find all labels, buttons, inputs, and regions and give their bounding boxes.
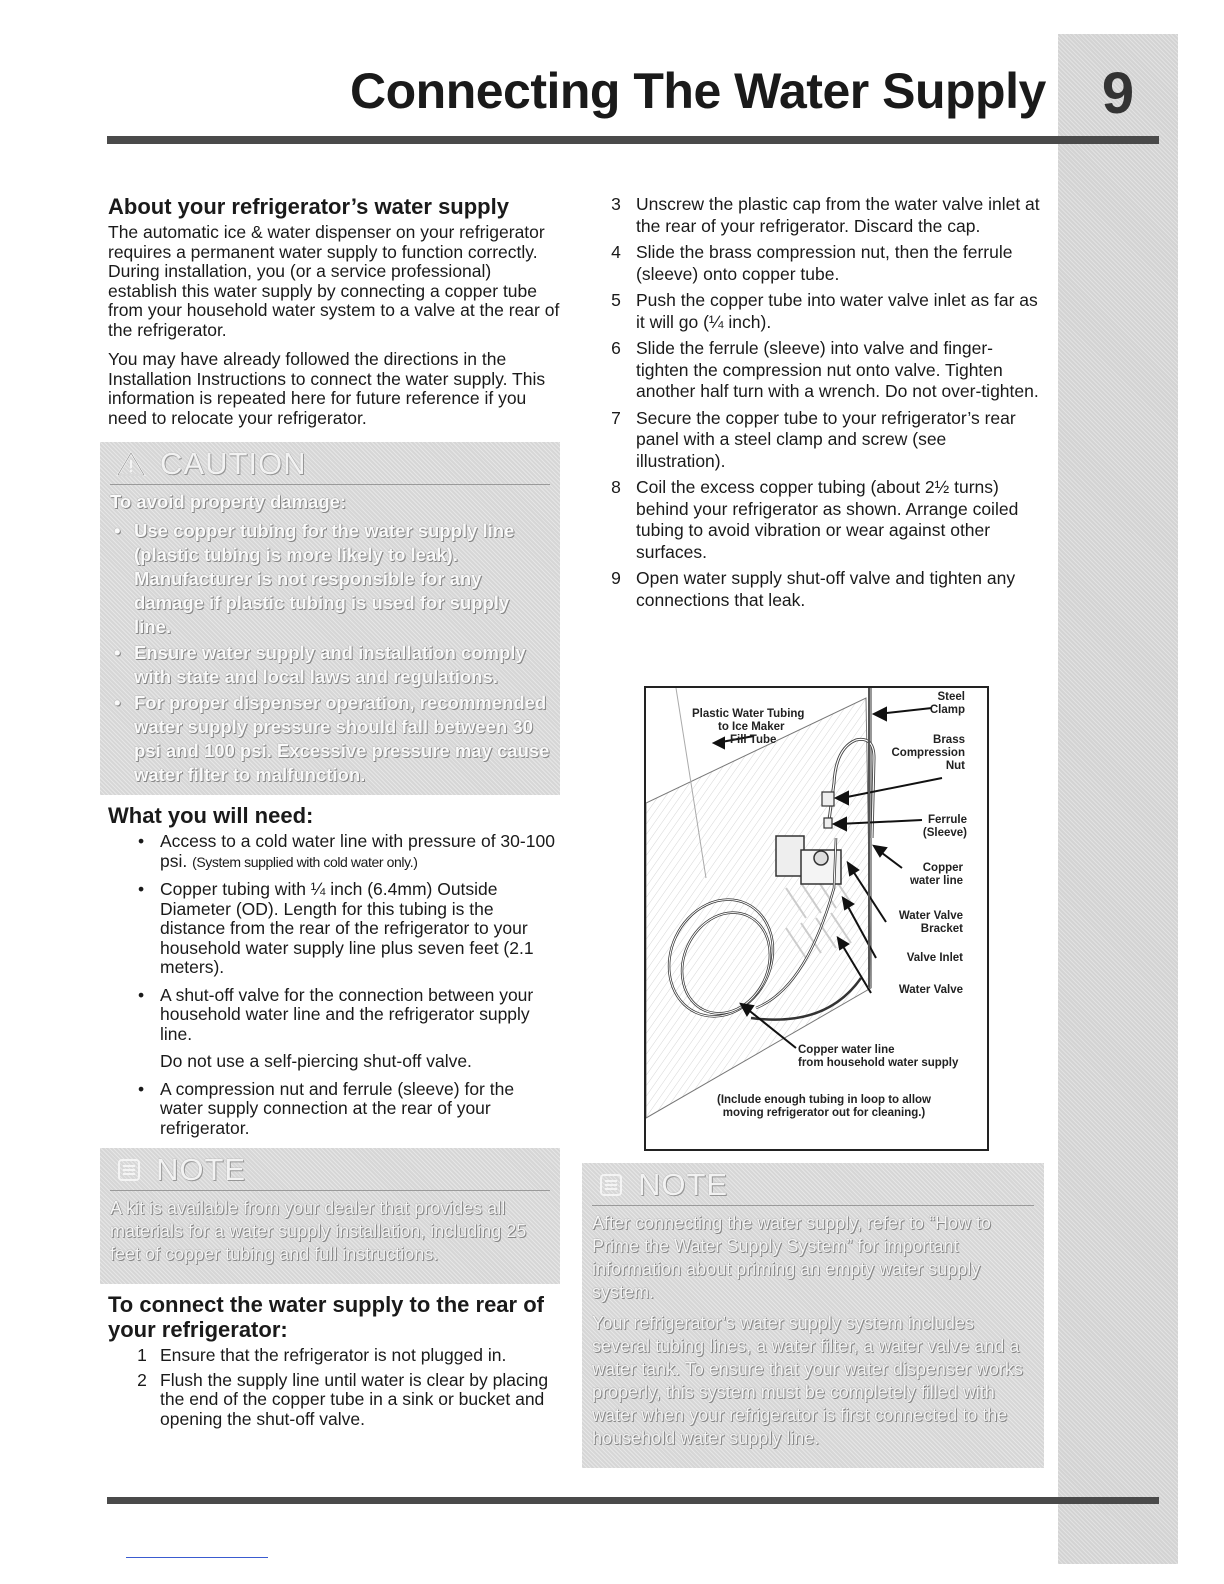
caution-box <box>100 442 560 795</box>
label-household-line-line2: from household water supply <box>798 1057 959 1069</box>
label-ferrule-line1: Ferrule <box>928 814 967 826</box>
page-number: 9 <box>1101 61 1135 126</box>
step-number: 7 <box>611 407 621 428</box>
step-number: 9 <box>611 568 621 588</box>
step-text: Flush the supply line until water is clear by placing the end of the copper tube in a sink or bucket and opening the shut-off valve. <box>160 1369 549 1429</box>
label-household-line-line1: Copper water line <box>798 1044 895 1056</box>
caution-intro: To avoid property damage: <box>110 491 347 512</box>
step-item <box>608 194 1040 237</box>
label-valve-inlet: Valve Inlet <box>906 952 963 964</box>
label-valve-bracket-line1: Water Valve <box>898 910 963 922</box>
step-text: Secure the copper tube to your refrigerator’s rear panel with a steel clamp and screw (see illustration). <box>636 407 1016 471</box>
caution-item: • For proper dispenser operation, recommended water supply pressure should fall between 30 psi and 100 psi. Excessive pressure may cause water filter to malfunction. <box>110 691 550 787</box>
step-number: 4 <box>611 242 621 262</box>
about-paragraph-2: You may have already followed the directions in the Installation Instructions to connect the water supply. This information is repeated here for future reference if you need to relocate your refrigerator. <box>108 349 546 428</box>
step-text: Slide the ferrule (sleeve) into valve and finger-tighten the compression nut onto valve. Tighten another half turn with a wrench. Do not over-tighten. <box>636 338 1039 401</box>
label-loop-note <box>704 1094 944 1120</box>
need-item-text: Access to a cold water line with pressure of 30-100 psi. <box>160 831 555 871</box>
label-steel-clamp <box>930 691 965 717</box>
step-item <box>108 1346 560 1366</box>
note-header-right <box>592 1165 1034 1206</box>
need-heading: What you will need: <box>108 803 314 828</box>
chapter-tab <box>1058 34 1178 1564</box>
steps-list-right <box>608 194 1040 611</box>
step-text: Open water supply shut-off valve and tighten any connections that leak. <box>636 568 1016 610</box>
step-item <box>608 242 1040 285</box>
label-water-valve: Water Valve <box>898 984 963 996</box>
step-text: Push the copper tube into water valve inlet as far as it will go (¼ inch). <box>636 290 1038 332</box>
bottom-rule <box>107 1497 1159 1504</box>
right-column <box>608 194 1040 616</box>
footer-line <box>126 1557 268 1558</box>
need-list-continued <box>108 1080 560 1139</box>
need-item-footnote: (System supplied with cold water only.) <box>192 853 418 870</box>
need-subnote: Do not use a self-piercing shut-off valve. <box>160 1051 472 1071</box>
step-text: Slide the brass compression nut, then the ferrule (sleeve) onto copper tube. <box>636 242 1013 284</box>
warning-triangle-icon <box>116 451 146 477</box>
about-paragraph-1: The automatic ice & water dispenser on your refrigerator requires a permanent water supply to function correctly. During installation, you (or a service professional) establish this water supply by connecting a copper tube from your household water system to a valve at the rear of the refrigerator. <box>108 222 560 340</box>
need-item: • A shut-off valve for the connection between your household water line and the refrigerator supply line. <box>108 986 560 1045</box>
step-number: 6 <box>611 338 621 358</box>
step-text: Unscrew the plastic cap from the water valve inlet at the rear of your refrigerator. Discard the cap. <box>636 194 1040 236</box>
caution-item: • Ensure water supply and installation comply with state and local laws and regulations. <box>110 641 550 689</box>
note-header-left <box>110 1150 550 1191</box>
label-plastic-tubing-line3: Fill Tube <box>730 734 777 746</box>
caution-header <box>110 444 550 485</box>
caution-list <box>110 519 550 787</box>
step-number: 2 <box>137 1369 147 1390</box>
need-item: • A compression nut and ferrule (sleeve) for the water supply connection at the rear of your refrigerator. <box>108 1080 560 1139</box>
label-plastic-tubing-line2: to Ice Maker <box>718 721 785 733</box>
water-connection-diagram <box>644 686 989 1151</box>
note-paragraph-1: After connecting the water supply, refer to “How to Prime the Water Supply System” for important information about priming an empty water supply system. <box>592 1213 991 1302</box>
caution-label: CAUTION <box>160 446 307 481</box>
label-ferrule-line2: (Sleeve) <box>922 827 967 839</box>
label-brass-nut-line3: Nut <box>945 760 965 772</box>
top-rule <box>107 136 1159 144</box>
label-copper-line-line2: water line <box>909 875 963 887</box>
note-paragraph-2: Your refrigerator’s water supply system includes several tubing lines, a water filter, a water valve and a water tank. To ensure that your water dispenser works properly, this system must be completely filled with water when your refrigerator is first connected to the household water supply line. <box>592 1313 1023 1448</box>
need-list <box>108 832 560 1044</box>
about-heading: About your refrigerator’s water supply <box>108 194 509 219</box>
need-item <box>108 832 560 872</box>
label-brass-nut-line2: Compression <box>891 747 965 759</box>
step-item <box>608 290 1040 333</box>
step-number: 8 <box>611 477 621 497</box>
note-text: A kit is available from your dealer that provides all materials for a water supply installation, including 25 feet of copper tubing and full instructions. <box>110 1198 527 1264</box>
step-number: 5 <box>611 290 621 310</box>
step-number: 1 <box>137 1345 147 1365</box>
step-text: Ensure that the refrigerator is not plugged in. <box>160 1345 507 1365</box>
label-ferrule <box>923 814 967 840</box>
note-box-right <box>582 1163 1044 1468</box>
step-number: 3 <box>611 194 621 214</box>
step-item <box>608 477 1040 563</box>
label-loop-note-line2: moving refrigerator out for cleaning.) <box>722 1107 926 1119</box>
note-label: NOTE <box>156 1152 247 1187</box>
label-brass-nut <box>892 734 966 773</box>
label-valve-bracket-line2: Bracket <box>920 923 963 935</box>
connect-heading: To connect the water supply to the rear of your refrigerator: <box>108 1292 544 1342</box>
label-household-line <box>798 1044 958 1070</box>
need-item: • Copper tubing with ¼ inch (6.4mm) Outside Diameter (OD). Length for this tubing is the distance from the rear of the refrigerator to your household water supply line plus seven feet (2.1 meters). <box>108 880 560 978</box>
step-text: Coil the excess copper tubing (about 2½ turns) behind your refrigerator as shown. Arrange coiled tubing to avoid vibration or wear against other surfaces. <box>636 477 1019 562</box>
note-icon <box>598 1173 624 1197</box>
label-steel-clamp-line2: Clamp <box>929 704 965 716</box>
label-steel-clamp-line1: Steel <box>937 691 965 703</box>
step-item <box>608 568 1040 611</box>
label-valve-bracket <box>899 910 963 936</box>
label-loop-note-line1: (Include enough tubing in loop to allow <box>717 1094 931 1106</box>
step-item <box>608 338 1040 403</box>
label-brass-nut-line1: Brass <box>933 734 965 746</box>
label-plastic-tubing <box>692 708 804 747</box>
steps-list-left <box>108 1346 560 1429</box>
label-copper-line <box>910 862 963 888</box>
note-icon <box>116 1158 142 1182</box>
label-plastic-tubing-line1: Plastic Water Tubing <box>692 708 805 720</box>
left-column <box>108 194 560 1434</box>
note-box-left <box>100 1148 560 1284</box>
page-title: Connecting The Water Supply <box>350 63 1046 119</box>
label-copper-line-line1: Copper <box>922 862 963 874</box>
step-item <box>608 408 1040 473</box>
note-label: NOTE <box>638 1167 729 1202</box>
step-item <box>108 1371 560 1430</box>
caution-item: • Use copper tubing for the water supply line (plastic tubing is more likely to leak). Manufacturer is not responsible for any damage if plastic tubing is used for supply line. <box>110 519 550 639</box>
note-box-right-wrapper <box>582 1163 1044 1476</box>
